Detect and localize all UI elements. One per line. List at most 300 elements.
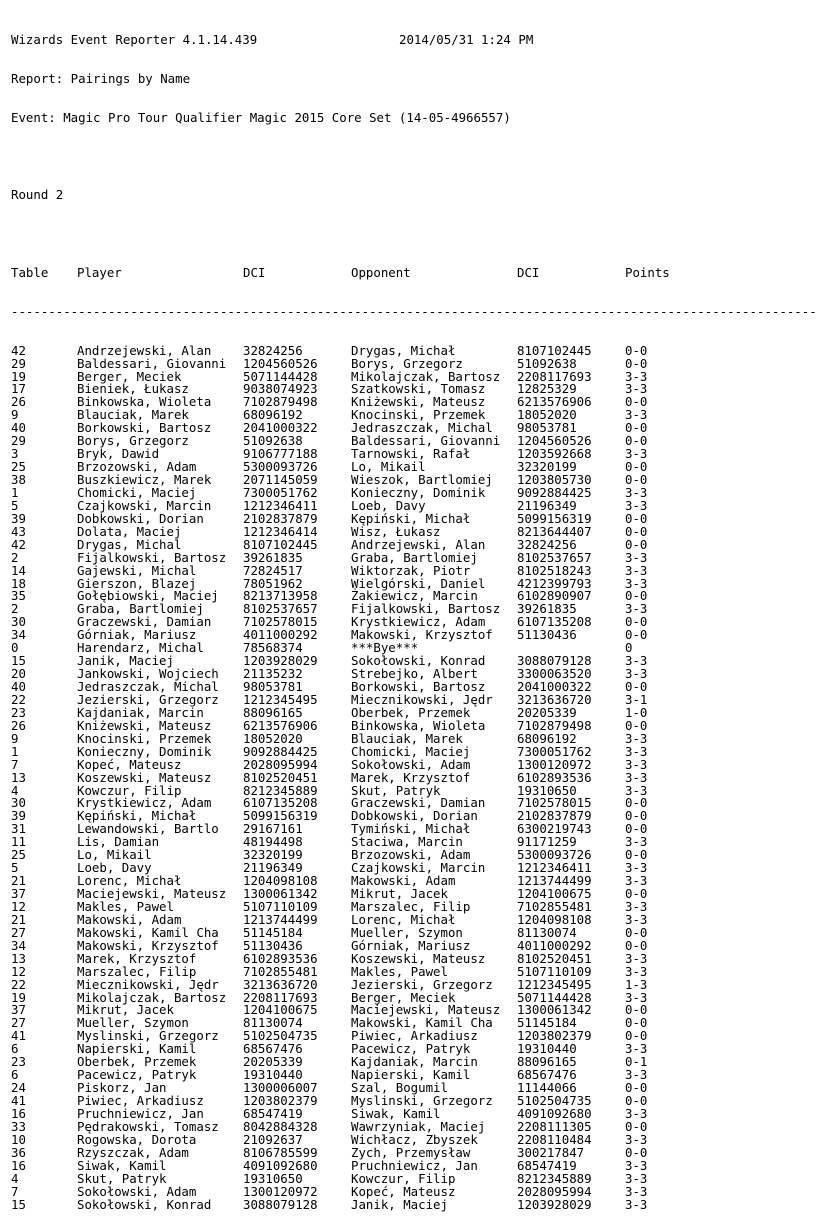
player-dci: 4011000292 [243, 627, 318, 643]
player-name: Mikolajczak, Bartosz [77, 989, 227, 1005]
table-number: 15 [11, 653, 26, 669]
table-number: 19 [11, 989, 26, 1005]
player-dci: 1204098108 [243, 873, 318, 889]
opponent-name: Myslinski, Grzegorz [351, 1093, 493, 1109]
table-number: 42 [11, 342, 26, 358]
table-number: 35 [11, 588, 26, 604]
opponent-dci: 6102890907 [517, 588, 592, 604]
player-dci: 21196349 [243, 860, 303, 876]
opponent-dci: 5107110109 [517, 963, 592, 979]
points: 3-3 [625, 950, 648, 966]
player-dci: 5300093726 [243, 459, 318, 475]
table-number: 21 [11, 873, 26, 889]
player-name: Marek, Krzysztof [77, 950, 197, 966]
player-name: Oberbek, Przemek [77, 1054, 197, 1070]
player-name: Borys, Grzegorz [77, 433, 189, 449]
column-headers [11, 264, 724, 280]
table-number: 41 [11, 1093, 26, 1109]
opponent-dci: 81130074 [517, 924, 577, 940]
player-name: Pacewicz, Patryk [77, 1067, 197, 1083]
player-name: Mueller, Szymon [77, 1015, 189, 1031]
points: 3-3 [625, 653, 648, 669]
player-dci: 1203802379 [243, 1093, 318, 1109]
opponent-name: Kępiński, Michał [351, 510, 471, 526]
player-dci: 1213744499 [243, 911, 318, 927]
player-name: Baldessari, Giovanni [77, 355, 227, 371]
table-number: 5 [11, 860, 19, 876]
opponent-name: Mikolajczak, Bartosz [351, 368, 501, 384]
points: 3-3 [625, 1183, 648, 1199]
table-number: 41 [11, 1028, 26, 1044]
opponent-name: Pruchniewicz, Jan [351, 1157, 478, 1173]
opponent-name: Chomicki, Maciej [351, 743, 471, 759]
player-name: Makowski, Kamil Cha [77, 924, 219, 940]
points: 3-3 [625, 1105, 648, 1121]
points: 0-0 [625, 1080, 648, 1096]
player-dci: 1300061342 [243, 886, 318, 902]
points: 0-0 [625, 1118, 648, 1134]
points: 3-3 [625, 549, 648, 565]
opponent-name: Wielgórski, Daniel [351, 575, 486, 591]
opponent-name: Sokołowski, Adam [351, 756, 471, 772]
opponent-name: Dobkowski, Dorian [351, 808, 478, 824]
table-number: 2 [11, 601, 19, 617]
table-number: 13 [11, 769, 26, 785]
player-dci: 20205339 [243, 1054, 303, 1070]
points: 3-3 [625, 407, 648, 423]
player-dci: 8213713958 [243, 588, 318, 604]
opponent-dci: 5102504735 [517, 1093, 592, 1109]
player-dci: 51092638 [243, 433, 303, 449]
opponent-name: Makles, Pawel [351, 963, 448, 979]
table-number: 12 [11, 898, 26, 914]
opponent-dci: 3213636720 [517, 691, 592, 707]
table-number: 34 [11, 937, 26, 953]
points: 1-3 [625, 976, 648, 992]
points: 3-3 [625, 834, 648, 850]
player-dci: 19310650 [243, 1170, 303, 1186]
player-name: Jedraszczak, Michal [77, 679, 219, 695]
player-dci: 3088079128 [243, 1196, 318, 1212]
player-dci: 21135232 [243, 666, 303, 682]
opponent-dci: 1204100675 [517, 886, 592, 902]
points: 3-3 [625, 1157, 648, 1173]
points: 0-0 [625, 821, 648, 837]
opponent-name: Mikrut, Jacek [351, 886, 448, 902]
opponent-name: Miecznikowski, Jędr [351, 691, 493, 707]
player-name: Kowczur, Filip [77, 782, 182, 798]
player-name: Lo, Mikail [77, 847, 152, 863]
header-line-1 [11, 31, 724, 47]
points: 0-0 [625, 342, 648, 358]
opponent-dci: 8102520451 [517, 950, 592, 966]
opponent-name: Brzozowski, Adam [351, 847, 471, 863]
table-number: 14 [11, 562, 26, 578]
points: 0-0 [625, 847, 648, 863]
points: 3-3 [625, 1131, 648, 1147]
player-name: Graba, Bartlomiej [77, 601, 204, 617]
opponent-dci: 32320199 [517, 459, 577, 475]
points: 3-3 [625, 782, 648, 798]
points: 0-0 [625, 1002, 648, 1018]
player-name: Dobkowski, Dorian [77, 510, 204, 526]
spacer [11, 228, 724, 241]
points: 3-3 [625, 769, 648, 785]
player-dci: 1212346414 [243, 523, 318, 539]
player-name: Kajdaniak, Marcin [77, 704, 204, 720]
points: 3-3 [625, 911, 648, 927]
opponent-dci: 1300061342 [517, 1002, 592, 1018]
header-rule [11, 303, 817, 319]
player-dci: 78568374 [243, 640, 303, 656]
table-number: 31 [11, 821, 26, 837]
points: 0-0 [625, 588, 648, 604]
table-number: 23 [11, 704, 26, 720]
opponent-name: Piwiec, Arkadiusz [351, 1028, 478, 1044]
opponent-dci: 11144066 [517, 1080, 577, 1096]
opponent-dci: 88096165 [517, 1054, 577, 1070]
player-dci: 9038074923 [243, 381, 318, 397]
player-name: Fijalkowski, Bartosz [77, 549, 227, 565]
table-number: 6 [11, 1041, 19, 1057]
points: 0-1 [625, 1054, 648, 1070]
opponent-name: ***Bye*** [351, 640, 419, 656]
player-name: Bryk, Dawid [77, 446, 160, 462]
player-name: Sokołowski, Adam [77, 1183, 197, 1199]
opponent-name: Skut, Patryk [351, 782, 441, 798]
opponent-name: Marek, Krzysztof [351, 769, 471, 785]
opponent-dci: 4091092680 [517, 1105, 592, 1121]
player-name: Buszkiewicz, Marek [77, 472, 212, 488]
opponent-name: Jedraszczak, Michal [351, 420, 493, 436]
table-number: 13 [11, 950, 26, 966]
player-dci: 6102893536 [243, 950, 318, 966]
table-number: 4 [11, 1170, 19, 1186]
opponent-name: Koszewski, Mateusz [351, 950, 486, 966]
opponent-name: Szal, Bogumil [351, 1080, 448, 1096]
player-name: Jankowski, Wojciech [77, 666, 219, 682]
player-dci: 7102578015 [243, 614, 318, 630]
player-name: Berger, Meciek [77, 368, 182, 384]
opponent-name: Staciwa, Marcin [351, 834, 463, 850]
opponent-dci: 2028095994 [517, 1183, 592, 1199]
points: 3-3 [625, 497, 648, 513]
player-dci: 78051962 [243, 575, 303, 591]
table-number: 19 [11, 368, 26, 384]
player-name: Gołębiowski, Maciej [77, 588, 219, 604]
app-version: Wizards Event Reporter 4.1.14.439 [11, 31, 258, 47]
table-number: 4 [11, 782, 19, 798]
player-name: Jezierski, Grzegorz [77, 691, 219, 707]
opponent-dci: 51145184 [517, 1015, 577, 1031]
points: 0-0 [625, 717, 648, 733]
player-name: Myslinski, Grzegorz [77, 1028, 219, 1044]
player-name: Maciejewski, Mateusz [77, 886, 227, 902]
opponent-dci: 5071144428 [517, 989, 592, 1005]
opponent-dci: 3300063520 [517, 666, 592, 682]
opponent-dci: 6102893536 [517, 769, 592, 785]
player-name: Siwak, Kamil [77, 1157, 167, 1173]
player-name: Koszewski, Mateusz [77, 769, 212, 785]
player-dci: 3213636720 [243, 976, 318, 992]
points: 0-0 [625, 795, 648, 811]
points: 0-0 [625, 510, 648, 526]
opponent-dci: 6300219743 [517, 821, 592, 837]
player-dci: 2071145059 [243, 472, 318, 488]
opponent-dci: 4212399793 [517, 575, 592, 591]
points: 3-3 [625, 860, 648, 876]
player-name: Lis, Damian [77, 834, 160, 850]
points: 0-0 [625, 808, 648, 824]
opponent-dci: 2208110484 [517, 1131, 592, 1147]
opponent-dci: 20205339 [517, 704, 577, 720]
player-name: Harendarz, Michal [77, 640, 204, 656]
col-player: Player [77, 264, 122, 280]
points: 3-3 [625, 1196, 648, 1212]
player-dci: 1204100675 [243, 1002, 318, 1018]
table-number: 18 [11, 575, 26, 591]
opponent-dci: 7102879498 [517, 717, 592, 733]
opponent-dci: 2208111305 [517, 1118, 592, 1134]
opponent-name: Sokołowski, Konrad [351, 653, 486, 669]
player-dci: 1300006007 [243, 1080, 318, 1096]
opponent-dci: 1204098108 [517, 911, 592, 927]
rule-line: ------------------------------------------------------------------------------------------------------------ [11, 303, 817, 319]
opponent-dci: 1300120972 [517, 756, 592, 772]
points: 3-3 [625, 666, 648, 682]
table-number: 23 [11, 1054, 26, 1070]
opponent-dci: 6213576906 [517, 394, 592, 410]
opponent-name: Kniżewski, Mateusz [351, 394, 486, 410]
table-number: 10 [11, 1131, 26, 1147]
round-line [11, 189, 724, 202]
table-number: 1 [11, 743, 19, 759]
opponent-name: Borkowski, Bartosz [351, 679, 486, 695]
opponent-name: Mueller, Szymon [351, 924, 463, 940]
points: 0-0 [625, 679, 648, 695]
table-number: 42 [11, 536, 26, 552]
table-number: 26 [11, 717, 26, 733]
opponent-dci: 7300051762 [517, 743, 592, 759]
player-dci: 32824256 [243, 342, 303, 358]
player-dci: 2041000322 [243, 420, 318, 436]
player-dci: 19310440 [243, 1067, 303, 1083]
points: 3-3 [625, 575, 648, 591]
player-dci: 51145184 [243, 924, 303, 940]
table-number: 12 [11, 963, 26, 979]
pairings-list [11, 342, 724, 1212]
points: 0-0 [625, 886, 648, 902]
player-name: Krystkiewicz, Adam [77, 795, 212, 811]
opponent-dci: 12825329 [517, 381, 577, 397]
player-dci: 98053781 [243, 679, 303, 695]
opponent-name: Lo, Mikail [351, 459, 426, 475]
table-number: 27 [11, 1015, 26, 1031]
player-dci: 6213576906 [243, 717, 318, 733]
points: 0-0 [625, 924, 648, 940]
player-name: Kępiński, Michał [77, 808, 197, 824]
table-number: 38 [11, 472, 26, 488]
player-dci: 7102879498 [243, 394, 318, 410]
player-dci: 8212345889 [243, 782, 318, 798]
opponent-name: Makowski, Adam [351, 873, 456, 889]
player-dci: 32320199 [243, 847, 303, 863]
table-number: 7 [11, 756, 19, 772]
opponent-dci: 68096192 [517, 730, 577, 746]
table-number: 20 [11, 666, 26, 682]
table-number: 15 [11, 1196, 26, 1212]
player-name: Konieczny, Dominik [77, 743, 212, 759]
player-dci: 81130074 [243, 1015, 303, 1031]
table-number: 40 [11, 420, 26, 436]
player-dci: 18052020 [243, 730, 303, 746]
report-name: Report: Pairings by Name [11, 70, 191, 86]
player-dci: 68096192 [243, 407, 303, 423]
table-number: 40 [11, 679, 26, 695]
opponent-dci: 8107102445 [517, 342, 592, 358]
points: 3-3 [625, 743, 648, 759]
points: 0-0 [625, 472, 648, 488]
table-number: 1 [11, 484, 19, 500]
player-name: Pruchniewicz, Jan [77, 1105, 204, 1121]
opponent-name: Marszalec, Filip [351, 898, 471, 914]
opponent-name: Pacewicz, Patryk [351, 1041, 471, 1057]
player-dci: 39261835 [243, 549, 303, 565]
player-dci: 21092637 [243, 1131, 303, 1147]
player-name: Miecznikowski, Jędr [77, 976, 219, 992]
col-opponent-dci: DCI [517, 264, 540, 280]
opponent-dci: 39261835 [517, 601, 577, 617]
event-line [11, 109, 724, 125]
table-number: 24 [11, 1080, 26, 1096]
opponent-dci: 32824256 [517, 536, 577, 552]
player-name: Makowski, Adam [77, 911, 182, 927]
table-number: 2 [11, 549, 19, 565]
points: 0-0 [625, 355, 648, 371]
table-number: 6 [11, 1067, 19, 1083]
opponent-name: Loeb, Davy [351, 497, 426, 513]
opponent-name: Berger, Meciek [351, 989, 456, 1005]
player-name: Czajkowski, Marcin [77, 497, 212, 513]
opponent-dci: 3088079128 [517, 653, 592, 669]
opponent-dci: 300217847 [517, 1144, 585, 1160]
opponent-name: Oberbek, Przemek [351, 704, 471, 720]
player-name: Marszalec, Filip [77, 963, 197, 979]
points: 0-0 [625, 627, 648, 643]
points: 3-3 [625, 873, 648, 889]
opponent-name: Krystkiewicz, Adam [351, 614, 486, 630]
player-dci: 5102504735 [243, 1028, 318, 1044]
player-dci: 7102855481 [243, 963, 318, 979]
opponent-name: Kajdaniak, Marcin [351, 1054, 478, 1070]
opponent-name: Wieszok, Bartlomiej [351, 472, 493, 488]
points: 0-0 [625, 1028, 648, 1044]
player-dci: 8102520451 [243, 769, 318, 785]
table-number: 29 [11, 355, 26, 371]
pairings-report [11, 8, 817, 1224]
opponent-dci: 2208117693 [517, 368, 592, 384]
player-name: Graczewski, Damian [77, 614, 212, 630]
table-number: 16 [11, 1105, 26, 1121]
table-number: 21 [11, 911, 26, 927]
points: 0-0 [625, 1144, 648, 1160]
player-name: Lorenc, Michał [77, 873, 182, 889]
opponent-name: Jezierski, Grzegorz [351, 976, 493, 992]
col-points: Points [625, 264, 670, 280]
table-row [11, 1196, 724, 1212]
opponent-dci: 7102855481 [517, 898, 592, 914]
col-dci: DCI [243, 264, 266, 280]
opponent-name: Strebejko, Albert [351, 666, 478, 682]
points: 0-0 [625, 536, 648, 552]
player-name: Sokołowski, Konrad [77, 1196, 212, 1212]
opponent-dci: 1204560526 [517, 433, 592, 449]
player-dci: 88096165 [243, 704, 303, 720]
player-dci: 2102837879 [243, 510, 318, 526]
table-number: 17 [11, 381, 26, 397]
player-dci: 8102537657 [243, 601, 318, 617]
player-name: Janik, Maciej [77, 653, 174, 669]
player-dci: 72824517 [243, 562, 303, 578]
player-dci: 8107102445 [243, 536, 318, 552]
player-name: Blauciak, Marek [77, 407, 189, 423]
player-dci: 7300051762 [243, 484, 318, 500]
player-dci: 6107135208 [243, 795, 318, 811]
opponent-name: Siwak, Kamil [351, 1105, 441, 1121]
player-name: Kopeć, Mateusz [77, 756, 182, 772]
opponent-dci: 8102537657 [517, 549, 592, 565]
player-name: Lewandowski, Bartlo [77, 821, 219, 837]
opponent-dci: 18052020 [517, 407, 577, 423]
player-name: Makles, Pawel [77, 898, 174, 914]
player-dci: 9106777188 [243, 446, 318, 462]
table-number: 3 [11, 446, 19, 462]
player-name: Kniżewski, Mateusz [77, 717, 212, 733]
opponent-name: Makowski, Kamil Cha [351, 1015, 493, 1031]
points: 0-0 [625, 459, 648, 475]
opponent-dci: 91171259 [517, 834, 577, 850]
player-name: Piskorz, Jan [77, 1080, 167, 1096]
points: 0 [625, 640, 633, 656]
player-name: Drygas, Michal [77, 536, 182, 552]
table-number: 37 [11, 886, 26, 902]
points: 3-3 [625, 562, 648, 578]
points: 3-1 [625, 691, 648, 707]
opponent-dci: 9092884425 [517, 484, 592, 500]
table-number: 25 [11, 459, 26, 475]
table-number: 33 [11, 1118, 26, 1134]
player-dci: 48194498 [243, 834, 303, 850]
table-number: 11 [11, 834, 26, 850]
points: 0-0 [625, 1015, 648, 1031]
player-dci: 1203928029 [243, 653, 318, 669]
points: 0-0 [625, 433, 648, 449]
points: 3-3 [625, 898, 648, 914]
opponent-name: Fijalkowski, Bartosz [351, 601, 501, 617]
opponent-name: Maciejewski, Mateusz [351, 1002, 501, 1018]
opponent-name: Szatkowski, Tomasz [351, 381, 486, 397]
opponent-name: Lorenc, Michał [351, 911, 456, 927]
opponent-dci: 4011000292 [517, 937, 592, 953]
round-label: Round 2 [11, 187, 64, 203]
player-dci: 1212346411 [243, 497, 318, 513]
opponent-name: Borys, Grzegorz [351, 355, 463, 371]
opponent-name: Drygas, Michał [351, 342, 456, 358]
player-dci: 68547419 [243, 1105, 303, 1121]
opponent-name: Makowski, Krzysztof [351, 627, 493, 643]
table-number: 36 [11, 1144, 26, 1160]
points: 3-3 [625, 1041, 648, 1057]
